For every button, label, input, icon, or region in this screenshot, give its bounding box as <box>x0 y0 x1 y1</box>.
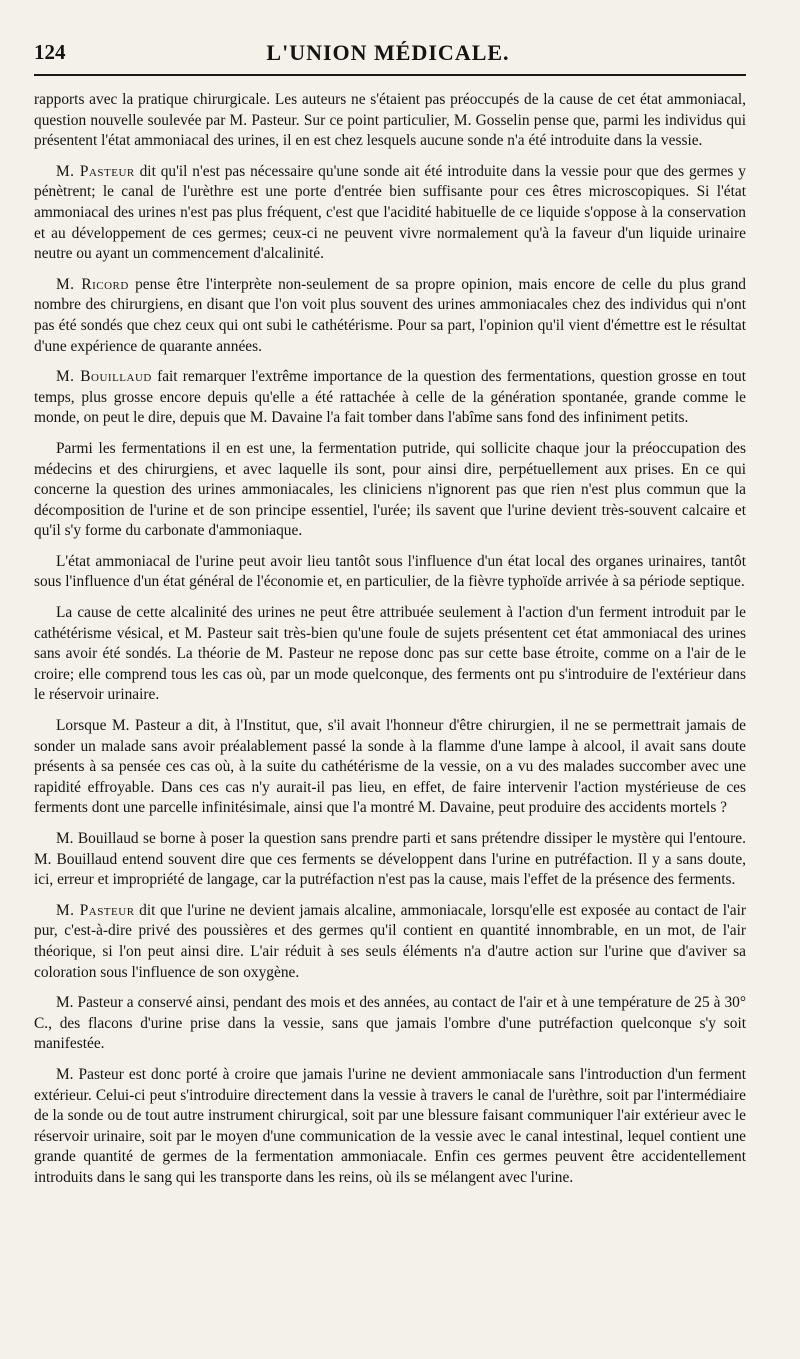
paragraph <box>34 90 746 152</box>
paragraph-text: M. Pasteur a conservé ainsi, pendant des mois et des années, au contact de l'air et à une température de 25 à 30° C., des flacons d'urine prise dans la vessie, sans que jamais l'ombre d'une putréfaction quelconque s'y soit manifestée. <box>34 994 746 1053</box>
paragraph-text: fait remarquer l'extrême importance de la question des fermentations, question grosse en tout temps, plus grosse encore depuis qu'elle a été rattachée à celle de la génération spontanée, grande comme le monde, on peut le dire, depuis que M. Davaine l'a fait tomber dans l'abîme sans fond des infiniment petits. <box>34 368 746 427</box>
speaker-name: M. Bouillaud <box>56 368 152 386</box>
journal-title: L'UNION MÉDICALE. <box>266 40 510 65</box>
page-header <box>34 40 742 70</box>
paragraph-text: dit que l'urine ne devient jamais alcaline, ammoniacale, lorsqu'elle est exposée au contact de l'air pur, c'est-à-dire privé des poussières et des germes qu'il contient en quantité innombrable, en un mot, de l'air théorique, si l'on peut ainsi dire. L'air réduit à ses seuls éléments n'a d'autre action sur l'urine que d'aviver sa coloration sous l'influence de son oxygène. <box>34 901 746 981</box>
header-rule <box>34 74 746 76</box>
paragraph <box>34 716 746 819</box>
paragraph <box>34 439 746 542</box>
speaker-name: M. Pasteur <box>56 162 135 180</box>
paragraph-text: Lorsque M. Pasteur a dit, à l'Institut, que, s'il avait l'honneur d'être chirurgien, il ne se permettrait jamais de sonder un malade sans avoir préalablement passé la sonde à la flamme d'une lampe à alcool, il avait sans doute présents à sa pensée ces cas où, à la suite du cathétérisme de la vessie, on a vu des malades succomber avec une rapidité effroyable. Dans ces cas n'y aurait-il pas lieu, en effet, de faire intervenir l'action mystérieuse de ces ferments dont une parcelle infinitésimale, ainsi que l'a montré M. Davaine, peut produire des accidents mortels ? <box>34 717 746 817</box>
paragraph-text: M. Pasteur est donc porté à croire que jamais l'urine ne devient ammoniacale sans l'introduction d'un ferment extérieur. Celui-ci peut s'introduire directement dans la vessie à travers le canal de l'urèthre, soit par l'intermédiaire de la sonde ou de tout autre instrument chirurgical, soit par une blessure faisant communiquer l'air extérieur avec le réservoir urinaire, soit par le moyen d'une communication de la vessie avec le canal intestinal, lequel contient une grande quantité de germes de la fermentation ammoniacale. Enfin ces germes peuvent être accidentellement introduits dans le sang qui les transporte dans les reins, où ils se mélangent avec l'urine. <box>34 1065 746 1186</box>
paragraph-text: L'état ammoniacal de l'urine peut avoir lieu tantôt sous l'influence d'un état local des organes urinaires, tantôt sous l'influence d'un état général de l'économie et, en particulier, de la fièvre typhoïde arrivée à sa période septique. <box>34 552 746 591</box>
speaker-name: M. Pasteur <box>56 901 135 919</box>
paragraph-text: La cause de cette alcalinité des urines ne peut être attribuée seulement à l'action d'un ferment introduit par le cathétérisme vésical, et M. Pasteur sait très-bien qu'une foule de sujets présentent cet état ammoniacal des urines sans avoir été sondés. La théorie de M. Pasteur ne repose donc pas sur cette base étroite, comme on a l'air de le croire; elle comprend tous les cas où, par un mode quelconque, des ferments ont pu s'introduire de l'extérieur dans le réservoir urinaire. <box>34 604 746 704</box>
paragraph <box>34 162 746 265</box>
paragraph <box>34 901 746 983</box>
paragraph <box>34 829 746 891</box>
paragraph <box>34 1065 746 1189</box>
paragraph-text: Parmi les fermentations il en est une, la fermentation putride, qui sollicite chaque jour la préoccupation des médecins et des chirurgiens, et avec laquelle ils sont, pour ainsi dire, perpétuellement aux prises. En ce qui concerne la question des urines ammoniacales, les cliniciens n'ignorent pas que rien n'est plus commun que la décomposition de l'urine et de son principe essentiel, l'urée; ils savent que l'urine devient très-souvent calcaire et qu'il s'y forme du carbonate d'ammoniaque. <box>34 439 746 540</box>
paragraph-text: pense être l'interprète non-seulement de sa propre opinion, mais encore de celle du plus grand nombre des chirurgiens, en disant que l'on voit plus souvent des urines ammoniacales chez des individus qui n'ont pas été sondés que chez ceux qui ont subi le cathétérisme. Pour sa part, l'opinion qu'il vient d'émettre est le résultat d'une expérience de quarante années. <box>34 275 746 355</box>
speaker-name: M. Ricord <box>56 275 129 293</box>
paragraph <box>34 993 746 1055</box>
paragraph-text: rapports avec la pratique chirurgicale. Les auteurs ne s'étaient pas préoccupés de la cause de cet état ammoniacal, question nouvelle soulevée par M. Pasteur. Sur ce point particulier, M. Gosselin pense que, parmi les individus qui présentent l'état ammoniacal des urines, il en est chez lesquels aucune sonde n'a été introduite dans la vessie. <box>34 91 746 150</box>
article-body <box>34 90 746 1189</box>
page-number: 124 <box>34 40 66 64</box>
paragraph <box>34 603 746 706</box>
paragraph <box>34 552 746 593</box>
paragraph-text: dit qu'il n'est pas nécessaire qu'une sonde ait été introduite dans la vessie pour que des germes y pénètrent; le canal de l'urèthre est une porte d'entrée bien suffisante pour ces êtres microscopiques. Si l'état ammoniacal des urines n'est pas plus fréquent, c'est que l'acidité habituelle de ce liquide s'oppose à la conservation et au développement de ces germes; ceux-ci ne peuvent vivre normalement qu'à la faveur d'un liquide urinaire neutre ou ayant un commencement d'alcalinité. <box>34 162 746 263</box>
paragraph <box>34 275 746 357</box>
paragraph <box>34 367 746 429</box>
paragraph-text: M. Bouillaud se borne à poser la question sans prendre parti et sans prétendre dissiper le mystère qui l'entoure. M. Bouillaud entend souvent dire que ces ferments se développent dans l'urine en putréfaction. Il y a sans doute, ici, erreur et impropriété de langage, car la putréfaction n'est pas la cause, mais l'effet de la présence des ferments. <box>34 830 746 889</box>
